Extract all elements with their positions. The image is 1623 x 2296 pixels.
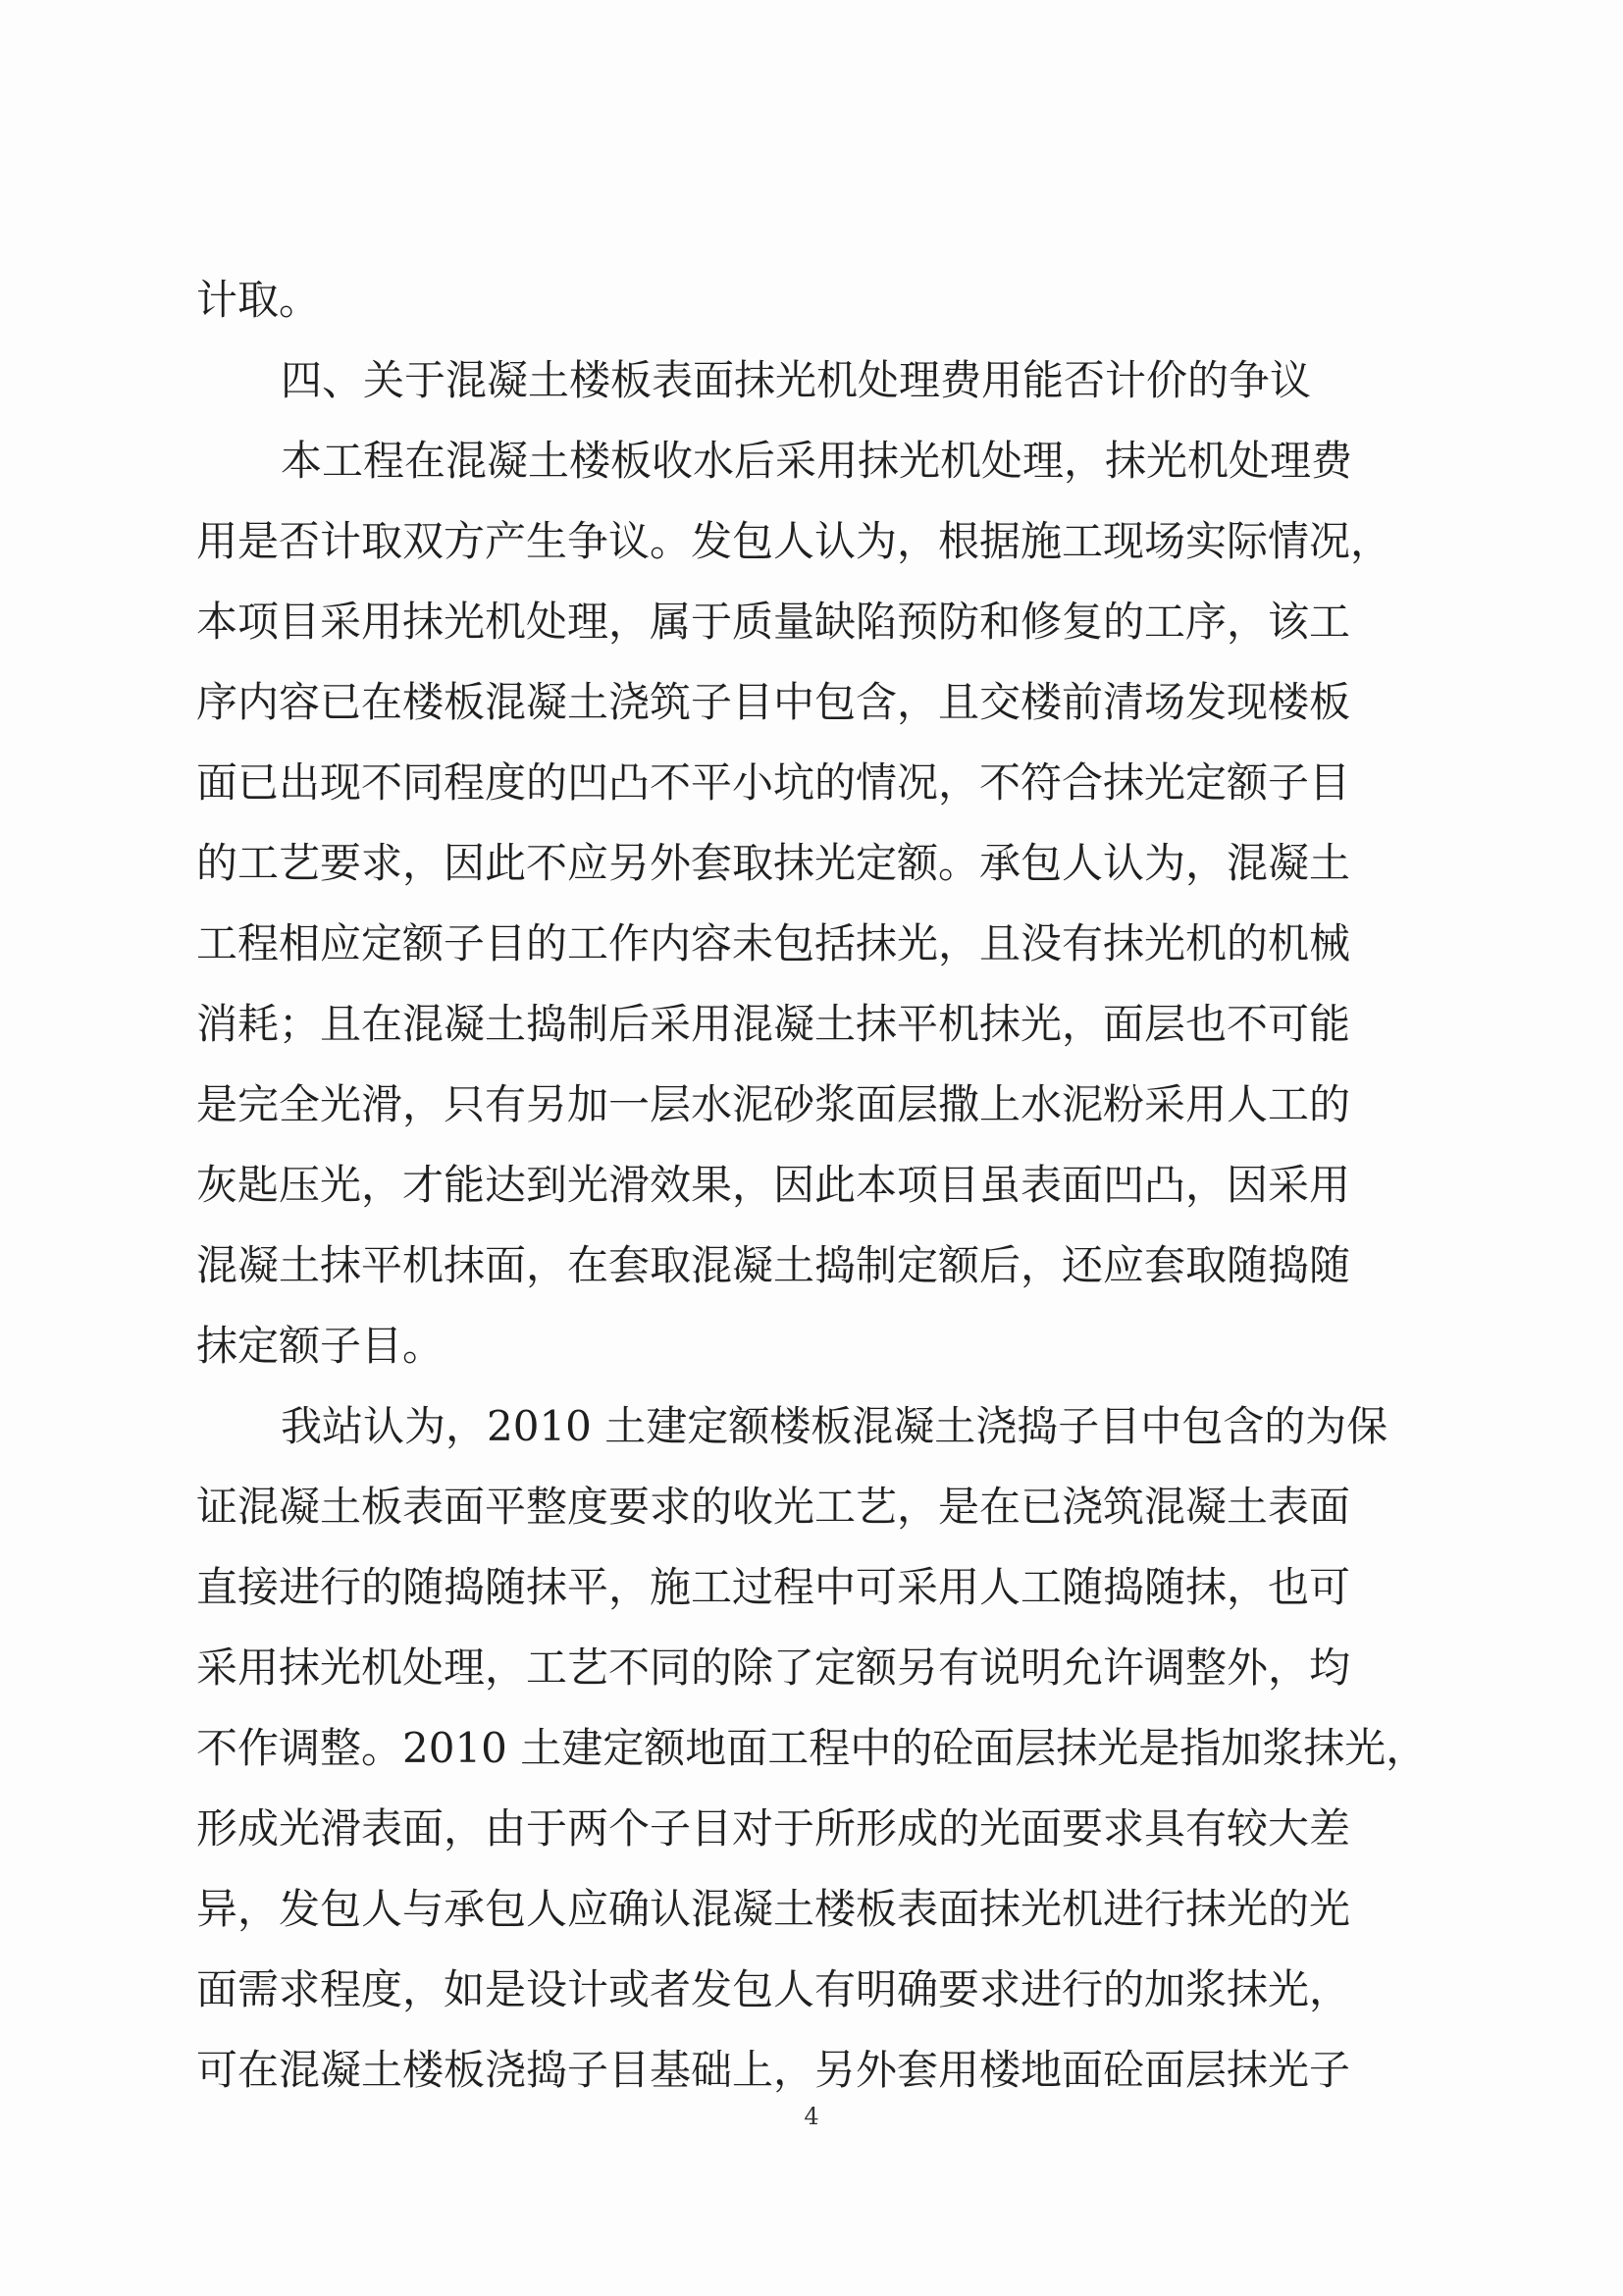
- text-line: 是完全光滑，只有另加一层水泥砂浆面层撒上水泥粉采用人工的: [196, 1080, 1351, 1128]
- text-line: 本工程在混凝土楼板收水后采用抹光机处理，抹光机处理费: [281, 437, 1353, 485]
- text-line: 面需求程度，如是设计或者发包人有明确要求进行的加浆抹光，: [196, 1965, 1351, 2013]
- text-line: 抹定额子目。: [196, 1322, 445, 1370]
- text-line: 采用抹光机处理，工艺不同的除了定额另有说明允许调整外，均: [196, 1644, 1351, 1692]
- text-line: 序内容已在楼板混凝土浇筑子目中包含，且交楼前清场发现楼板: [196, 678, 1351, 726]
- text-line: 直接进行的随捣随抹平，施工过程中可采用人工随捣随抹，也可: [196, 1563, 1351, 1611]
- text-line: 异，发包人与承包人应确认混凝土楼板表面抹光机进行抹光的光: [196, 1885, 1351, 1933]
- text-line: 形成光滑表面，由于两个子目对于所形成的光面要求具有较大差: [196, 1804, 1351, 1852]
- text-line: 混凝土抹平机抹面，在套取混凝土捣制定额后，还应套取随捣随: [196, 1241, 1351, 1289]
- text-line: 用是否计取双方产生争议。发包人认为，根据施工现场实际情况，: [196, 517, 1392, 565]
- text-line: 计取。: [196, 276, 321, 324]
- text-line: 面已出现不同程度的凹凸不平小坑的情况，不符合抹光定额子目: [196, 758, 1351, 807]
- text-line: 我站认为，2010 土建定额楼板混凝土浇捣子目中包含的为保: [281, 1402, 1388, 1450]
- text-line: 证混凝土板表面平整度要求的收光工艺，是在已浇筑混凝土表面: [196, 1483, 1351, 1531]
- page-number: 4: [804, 2103, 819, 2130]
- text-line: 工程相应定额子目的工作内容未包括抹光，且没有抹光机的机械: [196, 919, 1351, 967]
- text-line: 灰匙压光，才能达到光滑效果，因此本项目虽表面凹凸，因采用: [196, 1161, 1351, 1209]
- text-line: 本项目采用抹光机处理，属于质量缺陷预防和修复的工序，该工: [196, 598, 1351, 646]
- text-line: 的工艺要求，因此不应另外套取抹光定额。承包人认为，混凝土: [196, 839, 1351, 887]
- section-heading: 四、关于混凝土楼板表面抹光机处理费用能否计价的争议: [281, 356, 1312, 404]
- text-line: 消耗；且在混凝土捣制后采用混凝土抹平机抹光，面层也不可能: [196, 1000, 1351, 1048]
- text-line: 不作调整。2010 土建定额地面工程中的砼面层抹光是指加浆抹光，: [196, 1724, 1428, 1772]
- text-line: 可在混凝土楼板浇捣子目基础上，另外套用楼地面砼面层抹光子: [196, 2046, 1351, 2094]
